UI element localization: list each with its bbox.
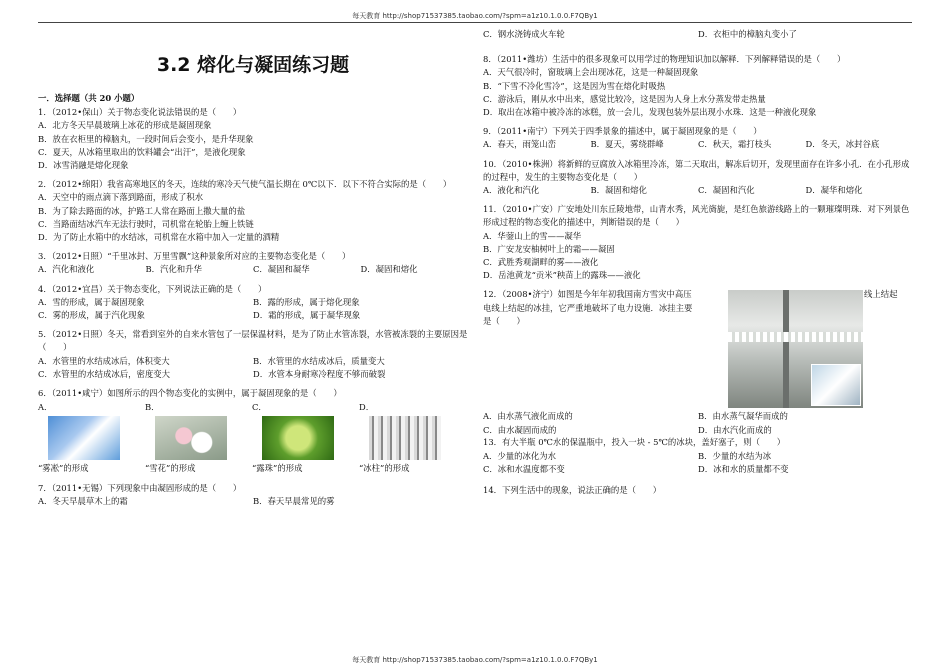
option-c: C．由水凝固而成的 — [483, 424, 557, 435]
picture-caption: “雾凇”的形成 — [38, 463, 89, 474]
iced-wire-shape — [728, 332, 863, 342]
option-b: B．水管里的水结成冰后，质量变大 — [253, 355, 385, 366]
ice-covered-power-line-image — [728, 290, 863, 408]
option-c: C．雾的形成，属于汽化现象 — [38, 310, 145, 321]
option-a: A．华蓥山上的雪——凝华 — [483, 230, 582, 241]
header-rule — [38, 22, 912, 23]
option-a: A．水管里的水结成冰后，体积变大 — [38, 355, 170, 366]
option-c: C．当路面结冰汽车无法行驶时，司机常在轮胎上缠上铁链 — [38, 218, 254, 229]
pylon-shape — [783, 290, 789, 408]
option-b: B．夏天，雾绕群峰 — [590, 139, 664, 150]
option-b: B．由水蒸气凝华而成的 — [698, 411, 788, 422]
option-letter: B． — [145, 402, 160, 413]
option-c: C．游泳后，刚从水中出来，感觉比较冷，这是因为人身上水分蒸发带走热量 — [483, 93, 766, 104]
option-c: C．凝固和凝华 — [253, 264, 310, 275]
option-b: B．“下雪不冷化雪冷”，这是因为雪在熔化时吸热 — [483, 80, 666, 91]
right-column — [483, 24, 913, 503]
question-stem: 7．（2011•无锡）下列现象中由凝固形成的是（ ） — [38, 482, 242, 493]
question-2 — [38, 178, 468, 244]
question-9 — [483, 125, 913, 151]
dewdrop-image — [262, 416, 334, 460]
option-d: D．凝华和熔化 — [805, 185, 863, 196]
option-a: A．液化和汽化 — [483, 185, 540, 196]
option-c: C．钢水浇铸成火车轮 — [483, 29, 565, 39]
question-3 — [38, 250, 468, 276]
option-b: B．为了除去路面的冰，护路工人常在路面上撒大量的盐 — [38, 205, 246, 216]
question-14 — [483, 484, 913, 497]
question-7 — [38, 482, 468, 508]
picture-caption: “露珠”的形成 — [252, 463, 303, 474]
option-c: C．武胜秀观湖畔的雾——液化 — [483, 257, 599, 268]
option-d: D．衣柜中的樟脑丸变小了 — [698, 29, 797, 39]
option-d: D．凝固和熔化 — [360, 264, 418, 275]
question-8 — [483, 53, 913, 119]
ice-closeup-inset — [811, 364, 861, 406]
option-b: B．广安龙安柚树叶上的霜——凝固 — [483, 243, 615, 254]
option-d: D．取出在冰箱中被冷冻的冰糕，放一会儿，发现包装外层出现小水珠．这是一种液化现象 — [483, 107, 817, 118]
question-5 — [38, 328, 468, 381]
question-13 — [483, 436, 913, 476]
option-c: C．秋天，霜打枝头 — [698, 139, 772, 150]
question-stem: 12．（2008•济宁）如图是今年年初我国南方雪灾中高压电线上结起的冰挂，它严重地破坏了电力设施．冰挂主要是（ ） — [483, 289, 693, 326]
option-a: A．春天，雨笼山峦 — [483, 139, 557, 150]
question-6 — [38, 387, 468, 476]
icicle-image — [369, 416, 441, 460]
question-7-continued — [483, 28, 913, 41]
question-1 — [38, 106, 468, 172]
option-a: A．雪的形成，属于凝固现象 — [38, 296, 145, 307]
section-heading: 一．选择题（共 20 小题） — [38, 93, 140, 103]
option-d: D．水管本身耐寒冷程度不够而破裂 — [253, 368, 386, 379]
option-b: B．春天早晨常见的雾 — [253, 495, 335, 506]
picture-option-c — [252, 401, 359, 475]
option-c: C．夏天，从冰箱里取出的饮料罐会“出汗”，是液化现象 — [38, 146, 246, 157]
option-c: C．冰和水温度都不变 — [483, 463, 565, 474]
question-stem: 9．（2011•南宁）下列关于四季景象的描述中，属于凝固现象的是（ ） — [483, 126, 762, 137]
snow-flower-image — [155, 416, 227, 460]
option-d: D．岳池黄龙“贡米”秧苗上的露珠——液化 — [483, 270, 641, 281]
page-header: 每天教育 http://shop71537385.taobao.com/?spm=a1z10.1.0.0.F7QBy1 — [352, 12, 598, 20]
option-letter: D． — [359, 402, 375, 413]
picture-caption: “冰柱”的形成 — [359, 463, 410, 474]
option-letter: C． — [252, 402, 267, 413]
question-stem: 4．（2012•宜昌）关于物态变化，下列说法正确的是（ ） — [38, 283, 267, 294]
option-b: B．少量的水结为冰 — [698, 450, 772, 461]
option-c: C．凝固和汽化 — [698, 185, 755, 196]
option-d: D．冰雪消融是熔化现象 — [38, 160, 129, 171]
question-12 — [483, 288, 913, 435]
question-stem: 6．（2011•咸宁）如图所示的四个物态变化的实例中，属于凝固现象的是（ ） — [38, 388, 342, 399]
option-b: B．露的形成，属于熔化现象 — [253, 296, 360, 307]
question-stem: 5．（2012•日照）冬天，常看到室外的自来水管包了一层保温材料，是为了防止水管冻裂，水管被冻裂的主要原因是（ ） — [38, 329, 468, 353]
picture-option-d — [359, 401, 466, 475]
question-stem: 14．下列生活中的现象，说法正确的是（ ） — [483, 485, 662, 496]
left-column — [38, 24, 468, 514]
question-stem: 2．（2012•绵阳）我省高寒地区的冬天，连续的寒冷天气使气温长期在 0℃以下．以下不符合实际的是（ ） — [38, 179, 452, 190]
question-stem: 8．（2011•潍坊）生活中的很多现象可以用学过的物理知识加以解释．下列解释错误的是（ ） — [483, 54, 846, 65]
option-d: D．为了防止水箱中的水结冰，司机常在水箱中加入一定量的酒精 — [38, 232, 280, 243]
question-4 — [38, 283, 468, 323]
question-10 — [483, 158, 913, 198]
rime-ice-image — [48, 416, 120, 460]
option-b: B．放在衣柜里的樟脑丸，一段时间后会变小，是升华现象 — [38, 133, 254, 144]
question-stem: 10．（2010•株洲）将新鲜的豆腐放入冰箱里冷冻，第二天取出，解冻后切开，发现里面存在许多小孔．在小孔形成的过程中，发生的主要物态变化是（ ） — [483, 158, 910, 182]
option-a: A．由水蒸气液化而成的 — [483, 411, 573, 422]
page-title: 3.2 熔化与凝固练习题 — [156, 54, 350, 76]
option-a: A．冬天早晨草木上的霜 — [38, 495, 128, 506]
question-stem: 1．（2012•保山）关于物态变化说法错误的是（ ） — [38, 107, 242, 118]
option-d: D．冰和水的质量都不变 — [698, 463, 789, 474]
question-stem-tail: 线上结起 — [864, 289, 898, 300]
question-stem: 3．（2012•日照）“千里冰封、万里雪飘”这种景象所对应的主要物态变化是（ ） — [38, 251, 351, 262]
option-a: A．天空中的雨点滴下落到路面，形成了积水 — [38, 192, 204, 203]
option-c: C．水管里的水结成冰后，密度变大 — [38, 368, 171, 379]
option-d: D．由水汽化而成的 — [698, 424, 772, 435]
option-a: A．天气很冷时，窗玻璃上会出现冰花，这是一种凝固现象 — [483, 67, 699, 78]
option-b: B．汽化和升华 — [145, 264, 202, 275]
option-d: D．霜的形成，属于凝华现象 — [253, 310, 361, 321]
picture-option-a — [38, 401, 145, 475]
option-a: A．汽化和液化 — [38, 264, 95, 275]
question-11 — [483, 203, 913, 282]
question-stem: 13．有大半瓶 0℃水的保温瓶中，投入一块 - 5℃的冰块，盖好塞子，则（ ） — [483, 437, 786, 448]
option-a: A．少量的冰化为水 — [483, 450, 557, 461]
picture-caption: “雪花”的形成 — [145, 463, 196, 474]
option-d: D．冬天，冰封谷底 — [805, 139, 880, 150]
option-b: B．凝固和熔化 — [590, 185, 647, 196]
picture-option-b — [145, 401, 252, 475]
question-stem: 11．（2010•广安）广安地处川东丘陵地带，山青水秀，风光旖旎，是红色旅游线路上的一颗璀璨明珠．对下列景色形成过程的物态变化的描述中，判断错误的是（ ） — [483, 204, 910, 228]
page-footer: 每天教育 http://shop71537385.taobao.com/?spm=a1z10.1.0.0.F7QBy1 — [352, 656, 598, 664]
option-a: A．北方冬天早晨玻璃上冰花的形成是凝固现象 — [38, 120, 212, 131]
option-letter: A． — [38, 402, 53, 413]
